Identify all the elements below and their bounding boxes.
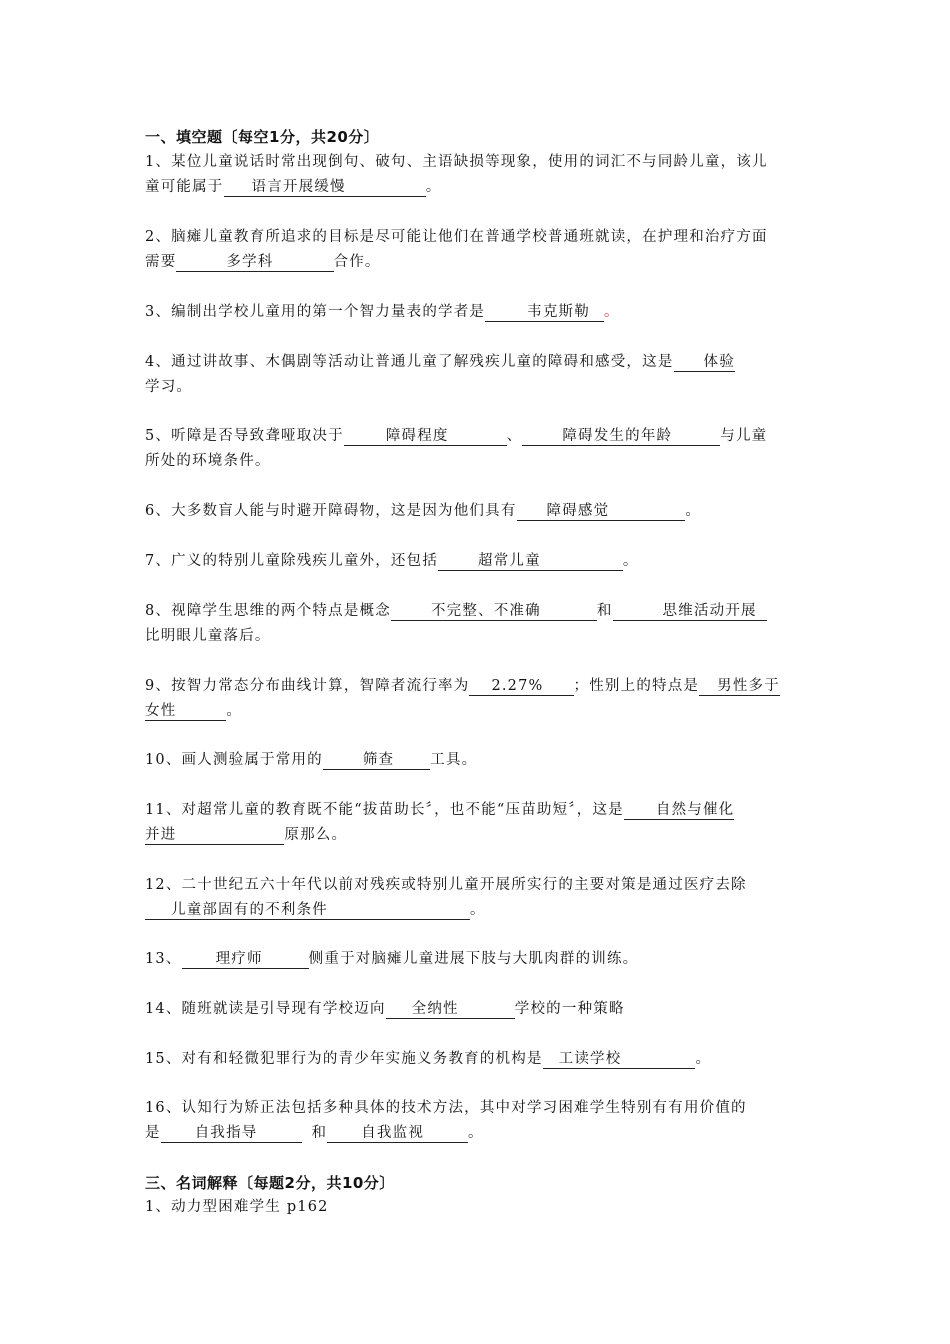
section3-heading: 三、名词解释〔每题2分，共10分〕 [145,1174,395,1192]
answer-blank: 女性 [145,702,226,721]
question-14-line-1: 14、随班就读是引导现有学校迈向 全纳性 学校的一种策略 [145,1001,625,1017]
question-14 [145,997,810,1022]
question-15-line-1: 15、对有和轻微犯罪行为的青少年实施义务教育的机构是 工读学校 。 [145,1051,712,1067]
question-16 [145,1096,810,1146]
answer-blank: 筛查 [323,751,430,770]
question-2-line-2: 需要 多学科 合作。 [145,254,381,270]
answer-blank: 不完整、不准确 [391,602,597,621]
answer-blank: 思维活动开展 [613,602,767,621]
question-11 [145,798,810,848]
question-13-line-1: 13、 理疗师 侧重于对脑瘫儿童进展下肢与大肌肉群的训练。 [145,951,639,967]
question-16-line-2: 是 自我指导 和 自我监视 。 [145,1125,484,1141]
question-8 [145,599,810,649]
answer-blank: 体验 [674,353,735,372]
answer-blank: 工读学校 [543,1050,696,1069]
question-11-line-1: 11、对超常儿童的教育既不能“拔苗助长〞，也不能“压苗助短〞，这是 自然与催化 [145,802,735,818]
question-5-line-2: 所处的环境条件。 [145,453,271,469]
answer-blank: 韦克斯勒 [485,303,604,322]
answer-blank: 儿童部固有的不利条件 [145,901,470,920]
answer-blank: 自我指导 [161,1124,302,1143]
answer-blank: 自然与催化 [624,801,735,820]
answer-blank: 2.27% [469,677,573,696]
question-16-line-1: 16、认知行为矫正法包括多种具体的技术方法，其中对学习困难学生特别有有用价值的 [145,1100,747,1116]
question-2 [145,225,810,275]
question-12-line-2: 儿童部固有的不利条件 。 [145,898,810,923]
question-4-line-1: 4、通过讲故事、木偶剧等活动让普通儿童了解残疾儿童的障碍和感受，这是 体验 [145,354,735,370]
answer-blank: 自我监视 [327,1124,468,1143]
question-11-line-2: 并进 原那么。 [145,827,348,843]
answer-blank: 障碍程度 [344,427,507,446]
question-13 [145,947,810,972]
question-2-line-1: 2、脑瘫儿童教育所追求的目标是尽可能让他们在普通学校普通班就读，在护理和治疗方面 [145,229,768,245]
question-6-line-1: 6、大多数盲人能与时避开障碍物，这是因为他们具有 障碍感觉 。 [145,503,702,519]
question-8-line-1: 8、视障学生思维的两个特点是概念 不完整、不准确 和 思维活动开展 [145,599,810,624]
answer-blank: 语言开展缓慢 [224,178,426,197]
question-8-line-2: 比明眼儿童落后。 [145,628,271,644]
question-10 [145,748,810,773]
question-1-line-1: 1、某位儿童说话时常出现倒句、破句、主语缺损等现象，使用的词汇不与同龄儿童，该儿 [145,154,768,170]
answer-blank: 超常儿童 [438,552,623,571]
question-4 [145,350,810,400]
question-7 [145,549,810,574]
answer-blank: 障碍感觉 [517,502,686,521]
answer-blank: 全纳性 [386,1000,515,1019]
question-9-line-1: 9、按智力常态分布曲线计算，智障者流行率为 2.27% ；性别上的特点是 男性多于 [145,678,780,694]
term-item-1: 1、动力型困难学生 p162 [145,1199,329,1215]
question-1-line-2: 童可能属于 语言开展缓慢 。 [145,179,442,195]
question-9-line-2: 女性 。 [145,703,243,719]
question-7-line-1: 7、广义的特别儿童除残疾儿童外，还包括 超常儿童 。 [145,553,639,569]
answer-blank: 并进 [145,826,284,845]
question-3-line-1: 3、编制出学校儿童用的第一个智力量表的学者是 韦克斯勒 。 [145,304,620,320]
question-5-line-1: 5、听障是否导致聋哑取决于 障碍程度 、 障碍发生的年龄 与儿童 [145,428,768,444]
question-12-line-1: 12、二十世纪五六十年代以前对残疾或特别儿童开展所实行的主要对策是通过医疗去除 [145,877,747,893]
answer-blank: 多学科 [176,253,333,272]
section1-heading: 一、填空题〔每空1分，共20分〕 [145,128,380,146]
question-12 [145,873,810,923]
question-6 [145,499,810,524]
question-4-line-2: 学习。 [145,379,193,395]
question-1 [145,150,810,200]
question-3 [145,300,810,325]
question-5 [145,424,810,474]
question-10-line-1: 10、画人测验属于常用的 筛查 工具。 [145,752,478,768]
answer-blank: 理疗师 [182,950,309,969]
question-15 [145,1047,810,1072]
answer-blank: 男性多于 [699,677,780,696]
answer-blank: 障碍发生的年龄 [522,427,720,446]
question-9 [145,674,810,724]
